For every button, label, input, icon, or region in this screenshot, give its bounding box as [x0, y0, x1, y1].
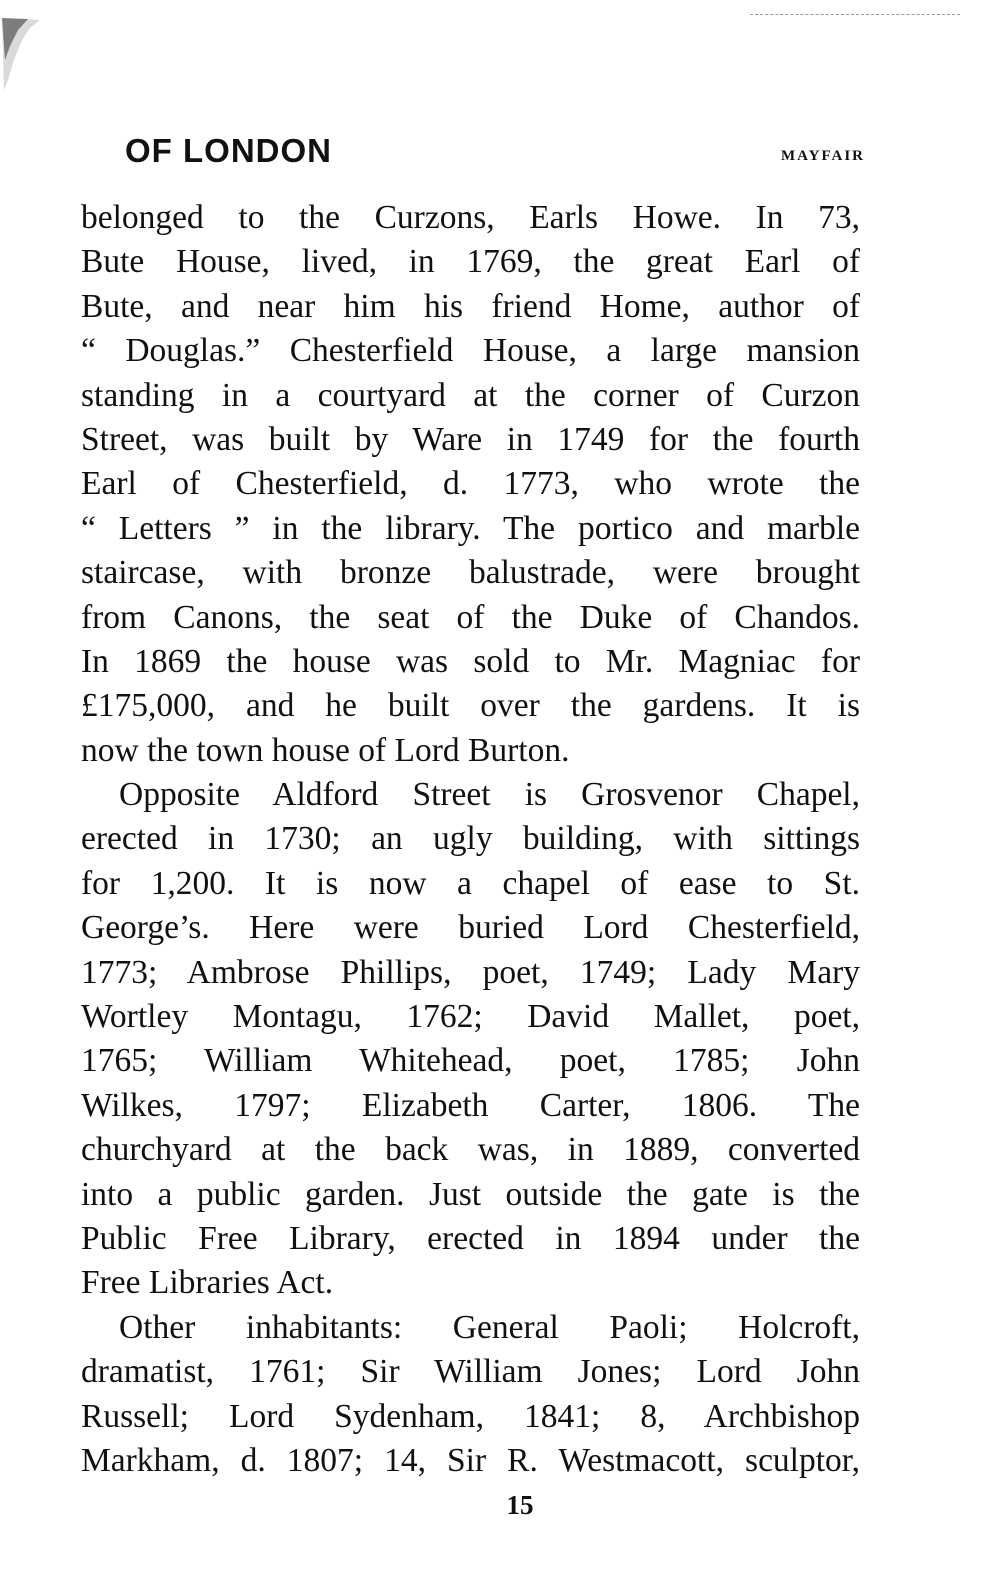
- text-line: Bute, and near him his friend Home, author of: [81, 287, 860, 325]
- text-line: £175,000, and he built over the gardens. It is: [81, 687, 860, 725]
- text-line: Bute House, lived, in 1769, the great Earl of: [81, 243, 860, 281]
- running-head-left: OF LONDON: [125, 132, 332, 169]
- text-line: from Canons, the seat of the Duke of Chandos.: [81, 598, 860, 636]
- text-line: In 1869 the house was sold to Mr. Magniac for: [81, 642, 860, 680]
- text-line: Street, was built by Ware in 1749 for the fourth: [81, 420, 860, 458]
- text-line: standing in a courtyard at the corner of Curzon: [81, 376, 860, 414]
- text-line: Opposite Aldford Street is Grosvenor Chapel,: [119, 776, 860, 814]
- text-line: Earl of Chesterfield, d. 1773, who wrote the: [81, 465, 860, 503]
- text-line: belonged to the Curzons, Earls Howe. In 73,: [81, 199, 860, 236]
- running-head-right: MAYFAIR: [781, 148, 865, 164]
- running-header: [125, 132, 865, 176]
- paragraph-1: [81, 196, 860, 773]
- page-number: 15: [506, 1490, 534, 1520]
- text-line: 1773; Ambrose Phillips, poet, 1749; Lady Mary: [81, 953, 860, 991]
- text-line: Wortley Montagu, 1762; David Mallet, poet,: [81, 998, 860, 1036]
- text-line: Russell; Lord Sydenham, 1841; 8, Archbishop: [81, 1397, 860, 1435]
- text-line: Public Free Library, erected in 1894 under the: [81, 1219, 860, 1257]
- scan-artifact: [0, 0, 70, 95]
- text-line: Other inhabitants: General Paoli; Holcroft,: [119, 1308, 860, 1346]
- text-line: Wilkes, 1797; Elizabeth Carter, 1806. The: [81, 1086, 860, 1124]
- text-line: George’s. Here were buried Lord Chesterfield,: [81, 909, 860, 947]
- text-line: “ Letters ” in the library. The portico and marble: [81, 509, 860, 547]
- text-line: churchyard at the back was, in 1889, converted: [81, 1131, 860, 1169]
- body-text: [81, 196, 860, 1483]
- paragraph-2: [81, 773, 860, 1306]
- text-line: into a public garden. Just outside the gate is the: [81, 1175, 860, 1213]
- text-line: “ Douglas.” Chesterfield House, a large mansion: [81, 332, 860, 370]
- text-line: now the town house of Lord Burton.: [81, 731, 570, 769]
- text-line: 1765; William Whitehead, poet, 1785; John: [81, 1042, 860, 1080]
- text-line: erected in 1730; an ugly building, with sittings: [81, 820, 860, 858]
- scan-edge-line: [750, 14, 960, 16]
- text-line: dramatist, 1761; Sir William Jones; Lord John: [81, 1353, 860, 1391]
- paragraph-3: [81, 1306, 860, 1484]
- text-line: staircase, with bronze balustrade, were brought: [81, 554, 860, 592]
- text-line: for 1,200. It is now a chapel of ease to St.: [81, 864, 860, 902]
- text-line: Markham, d. 1807; 14, Sir R. Westmacott, sculptor,: [81, 1441, 860, 1479]
- text-line: Free Libraries Act.: [81, 1264, 334, 1302]
